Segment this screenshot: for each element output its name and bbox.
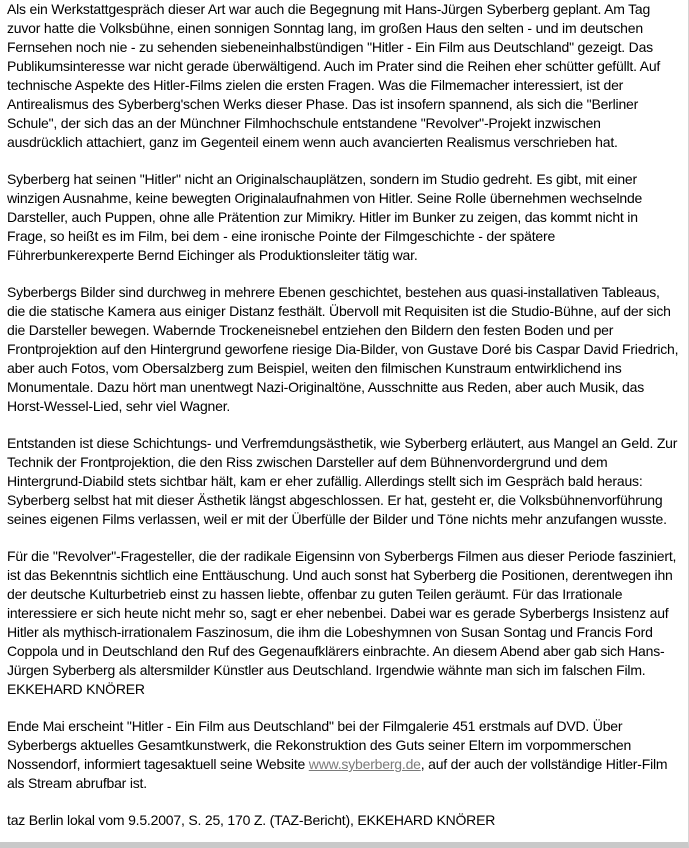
article-paragraph-1: Als ein Werkstattgespräch dieser Art war auch die Begegnung mit Hans-Jürgen Syberberg geplant. Am Tag zuvor hatte die Volksbühne, einen sonnigen Sonntag lang, im großen Haus den selten - und im deutschen Fernsehen noch nie - zu sehenden siebeneinhalbstündigen "Hitler - Ein Film aus Deutschland" gezeigt. Das Publikumsinteresse war nicht gerade überwältigend. Auch im Prater sind die Reihen eher schütter gefüllt. Auf technische Aspekte des Hitler-Films zielen die ersten Fragen. Was die Filmemacher interessiert, ist der Antirealismus des Syberberg'schen Werks dieser Phase. Das ist insofern spannend, als sich die "Berliner Schule", der sich das an der Münchner Filmhochschule entstandene "Revolver"-Projekt inzwischen ausdrücklich attachiert, ganz im Gegenteil einem wenn auch avancierten Realismus verschrieben hat. (7, 1, 661, 150)
source-citation: taz Berlin lokal vom 9.5.2007, S. 25, 170 Z. (TAZ-Bericht), EKKEHARD KNÖRER (7, 812, 496, 828)
article-paragraph-4: Entstanden ist diese Schichtungs- und Verfremdungsästhetik, wie Syberberg erläutert, aus Mangel an Geld. Zur Technik der Frontprojektion, die den Riss zwischen Darsteller auf dem Bühnenvordergrund und dem Hintergrund-Diabild stets sichtbar hält, kam er eher zufällig. Allerdings stellt sich im Gespräch bald heraus: Syberberg selbst hat mit dieser Ästhetik längst abgeschlossen. Er hat, gesteht er, die Volksbühnenvorführung seines eigenen Films verlassen, weil er mit der Überfülle der Bilder und Töne nichts mehr anzufangen wusste. (7, 435, 678, 527)
article-paragraph-2: Syberberg hat seinen "Hitler" nicht an Originalschauplätzen, sondern im Studio gedreht. Es gibt, mit einer winzigen Ausnahme, keine bewegten Originalaufnahmen von Hitler. Seine Rolle übernehmen wechselnde Darsteller, auch Puppen, ohne alle Prätention zur Mimikry. Hitler im Bunker zu zeigen, das kommt nicht in Frage, so heißt es im Film, bei dem - eine ironische Pointe der Filmgeschichte - der spätere Führerbunkerexperte Bernd Eichinger als Produktionsleiter tätig war. (7, 171, 643, 263)
article-paragraph-6 (7, 717, 679, 793)
article-paragraph-5: Für die "Revolver"-Fragesteller, die der radikale Eigensinn von Syberbergs Filmen aus dieser Periode fasziniert, ist das Bekenntnis sichtlich eine Enttäuschung. Und auch sonst hat Syberberg die Positionen, derentwegen ihn der deutsche Kulturbetrieb einst zu hassen liebte, offenbar zu guten Teilen geräumt. Für das Irrationale interessiere er sich heute nicht mehr so, sagt er eher nebenbei. Dabei war es gerade Syberbergs Insistenz auf Hitler als mythisch-irrationalem Faszinosum, die ihm die Lobeshymnen von Susan Sontag und Francis Ford Coppola und in Deutschland den Ruf des Gegenaufklärers einbrachte. An diesem Abend aber gab sich Hans-Jürgen Syberberg als altersmilder Künstler aus Deutschland. Irgendwie wähnte man sich im falschen Film. EKKEHARD KNÖRER (7, 548, 677, 697)
paragraph-text-after-link: , auf der auch der vollständige Hitler-Film als Stream abrufbar ist. (7, 756, 668, 791)
syberberg-website-link[interactable]: www.syberberg.de (308, 756, 421, 772)
article-paragraph-3: Syberbergs Bilder sind durchweg in mehrere Ebenen geschichtet, bestehen aus quasi-installativen Tableaus, die die statische Kamera aus einiger Distanz festhält. Übervoll mit Requisiten ist die Studio-Bühne, auf der sich die Darsteller bewegen. Wabernde Trockeneisnebel entziehen den Bildern den festen Boden und per Frontprojektion auf den Hintergrund geworfene riesige Dia-Bilder, von Gustave Doré bis Caspar David Friedrich, aber auch Fotos, vom Obersalzberg zum Beispiel, weiten den filmischen Kunstraum entwirklichend ins Monumentale. Dazu hört man unentwegt Nazi-Originaltöne, Ausschnitte aus Reden, aber auch Musik, das Horst-Wessel-Lied, sehr viel Wagner. (7, 284, 679, 414)
article-body (7, 0, 679, 793)
paragraph-text-before-link: Ende Mai erscheint "Hitler - Ein Film aus Deutschland" bei der Filmgalerie 451 erstmals auf DVD. Über Syberbergs aktuelles Gesamtkunstwerk, die Rekonstruktion des Guts seiner Eltern im vorpommerschen Nossendorf, informiert tagesaktuell seine Website (7, 718, 632, 772)
